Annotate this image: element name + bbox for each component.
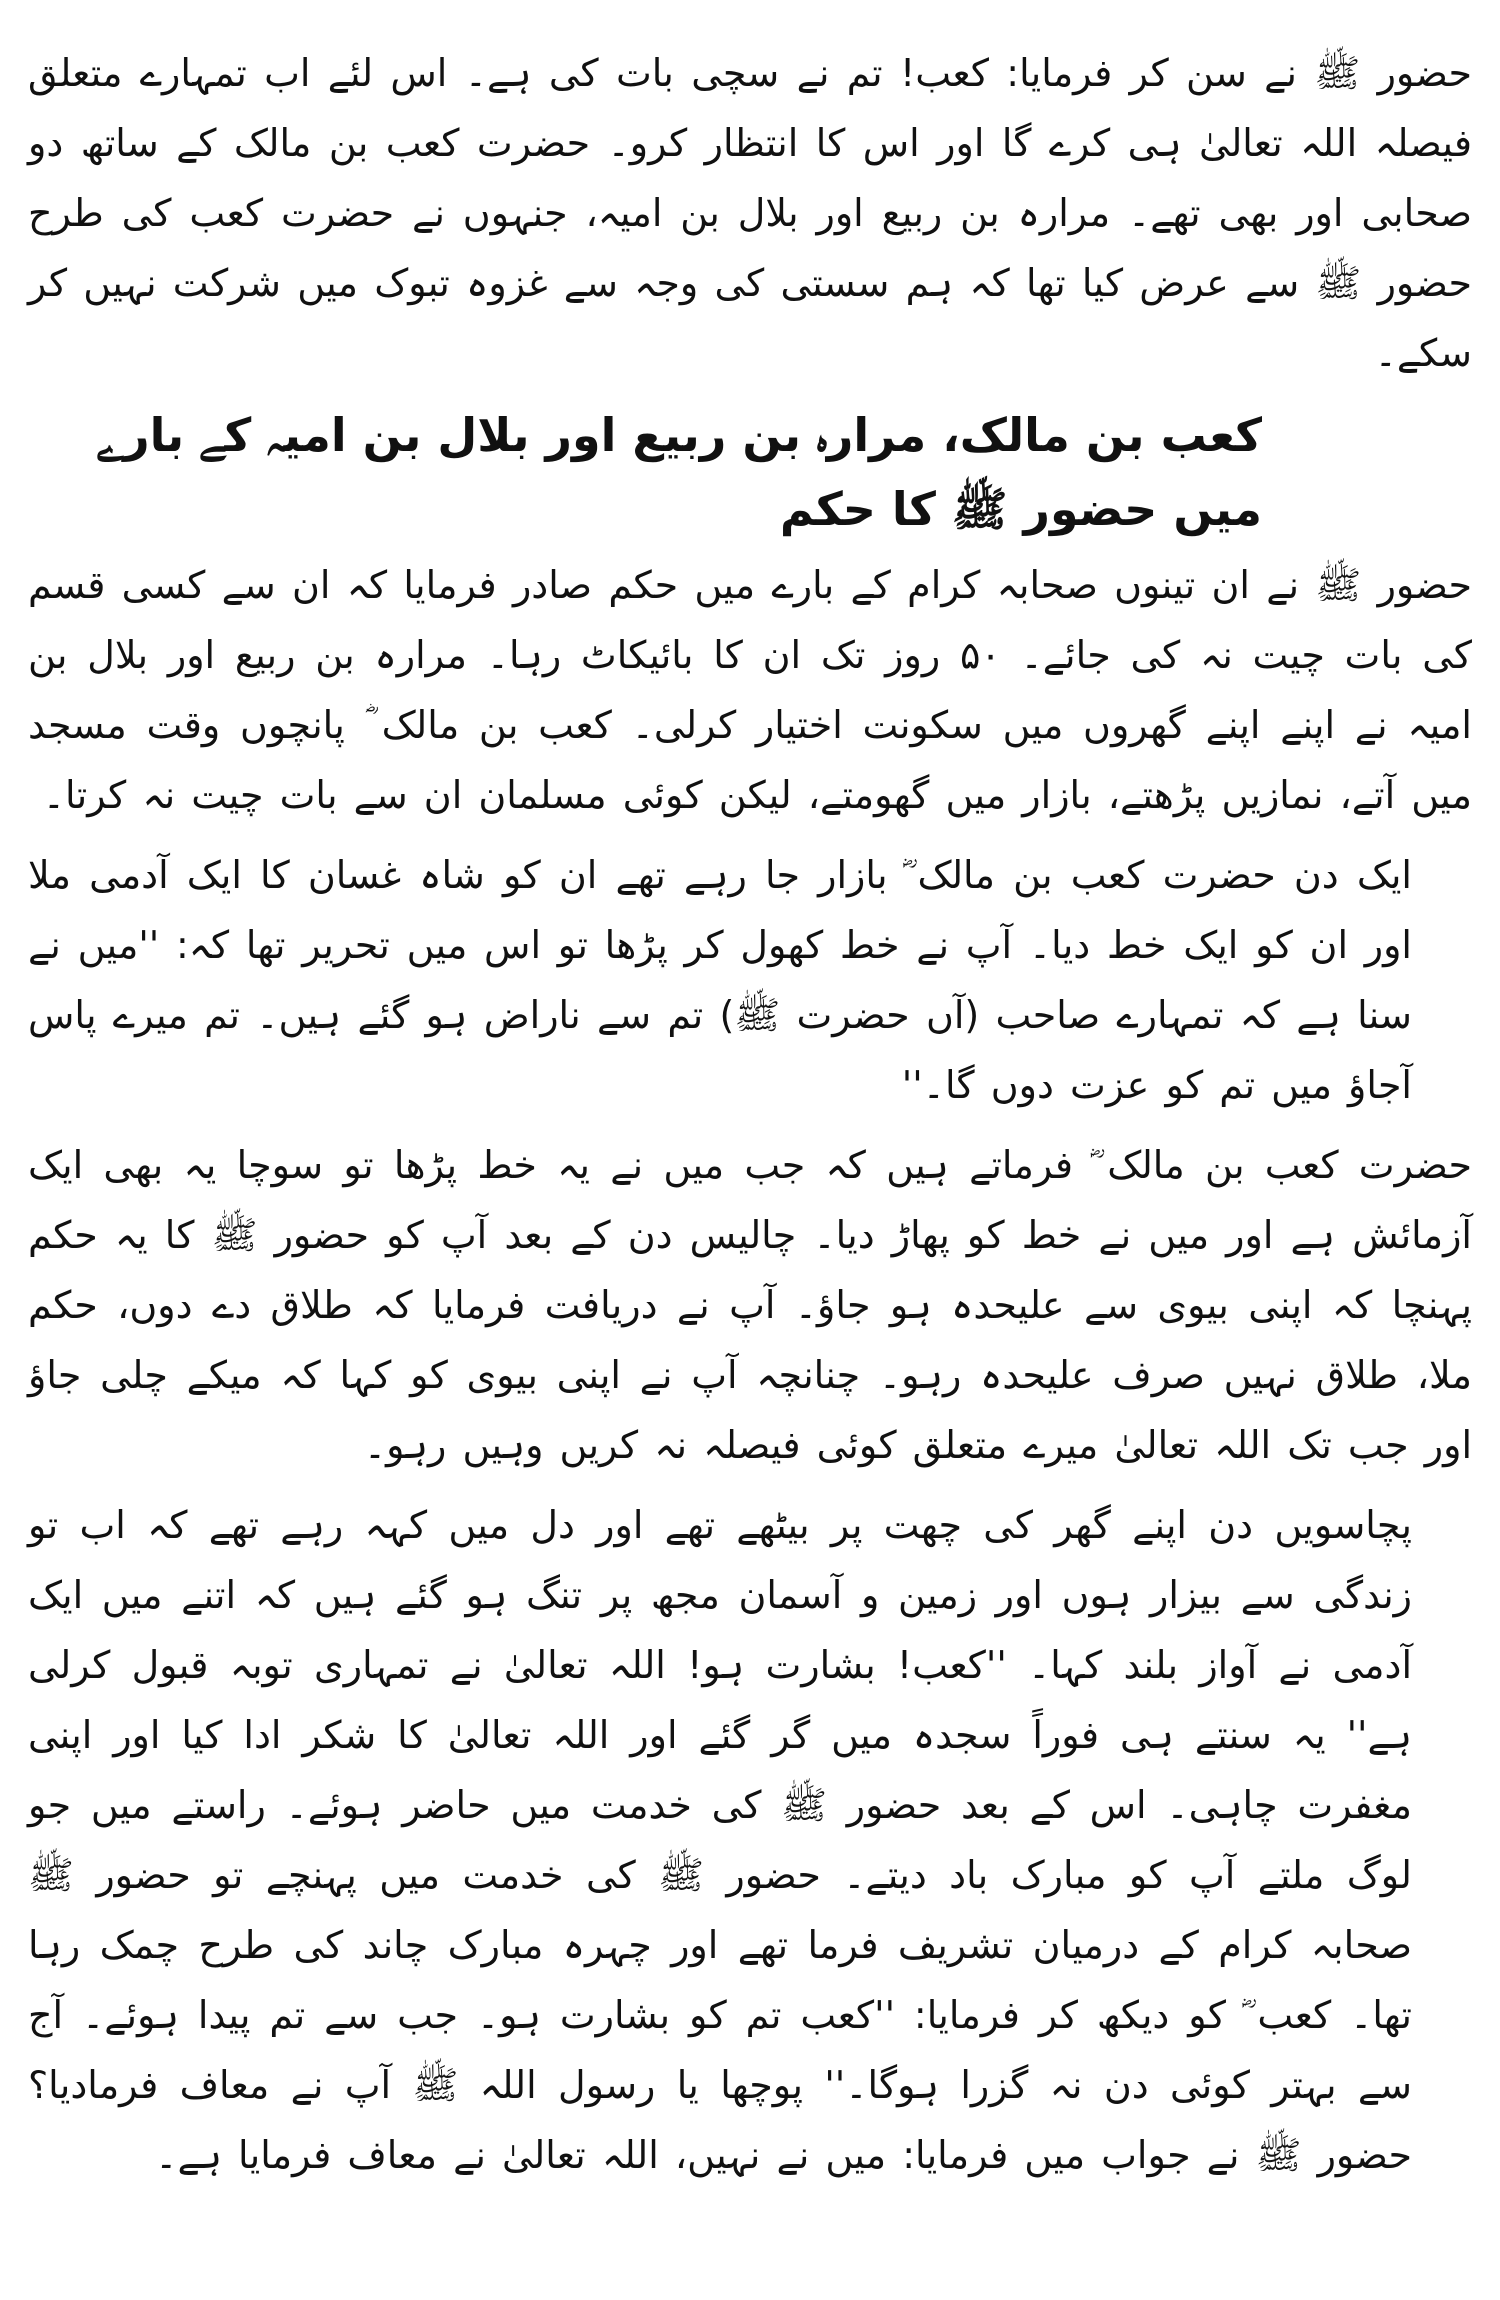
paragraph-ghassan-letter: ایک دن حضرت کعب بن مالک ؓ بازار جا رہے تھے ان کو شاہ غسان کا ایک آدمی ملا اور ان کو ایک خط دیا۔ آپ نے خط کھول کر پڑھا تو اس میں تحریر تھا کہ: ''میں نے سنا ہے کہ تمہارے صاحب (آں حضرت ﷺ) تم سے ناراض ہو گئے ہیں۔ تم میرے پاس آجاؤ میں تم کو عزت دوں گا۔'' <box>28 853 1412 1107</box>
section-heading: کعب بن مالک، مرارہ بن ربیع اور بلال بن امیہ کے بارے میں حضور ﷺ کا حکم <box>97 408 1262 536</box>
paragraph-boycott: حضور ﷺ نے ان تینوں صحابہ کرام کے بارے میں حکم صادر فرمایا کہ ان سے کسی قسم کی بات چیت نہ کی جائے۔ ۵۰ روز تک ان کا بائیکاٹ رہا۔ مرارہ بن ربیع اور بلال بن امیہ نے اپنے اپنے گھروں میں سکونت اختیار کرلی۔ کعب بن مالک ؓ پانچوں وقت مسجد میں آتے، نمازیں پڑھتے، بازار میں گھومتے، لیکن کوئی مسلمان ان سے بات چیت نہ کرتا۔ <box>28 563 1472 817</box>
paragraph-acceptance: پچاسویں دن اپنے گھر کی چھت پر بیٹھے تھے اور دل میں کہہ رہے تھے کہ اب تو زندگی سے بیزار ہوں اور زمین و آسمان مجھ پر تنگ ہو گئے ہیں کہ اتنے میں ایک آدمی نے آواز بلند کہا۔ ''کعب! بشارت ہو! اللہ تعالیٰ نے تمہاری توبہ قبول کرلی ہے'' یہ سنتے ہی فوراً سجدہ میں گر گئے اور اللہ تعالیٰ کا شکر ادا کیا اور اپنی مغفرت چاہی۔ اس کے بعد حضور ﷺ کی خدمت میں حاضر ہوئے۔ راستے میں جو لوگ ملتے آپ کو مبارک باد دیتے۔ حضور ﷺ کی خدمت میں پہنچے تو حضور ﷺ صحابہ کرام کے درمیان تشریف فرما تھے اور چہرہ مبارک چاند کی طرح چمک رہا تھا۔ کعب ؓ کو دیکھ کر فرمایا: ''کعب تم کو بشارت ہو۔ جب سے تم پیدا ہوئے۔ آج سے بہتر کوئی دن نہ گزرا ہوگا۔'' پوچھا یا رسول اللہ ﷺ آپ نے معاف فرمادیا؟ حضور ﷺ نے جواب میں فرمایا: میں نے نہیں، اللہ تعالیٰ نے معاف فرمایا ہے۔ <box>28 1503 1412 2177</box>
paragraph-intro: حضور ﷺ نے سن کر فرمایا: کعب! تم نے سچی بات کی ہے۔ اس لئے اب تمہارے متعلق فیصلہ اللہ تعالیٰ ہی کرے گا اور اس کا انتظار کرو۔ حضرت کعب بن مالک کے ساتھ دو صحابی اور بھی تھے۔ مرارہ بن ربیع اور بلال بن امیہ، جنہوں نے حضرت کعب کی طرح حضور ﷺ سے عرض کیا تھا کہ ہم سستی کی وجہ سے غزوہ تبوک میں شرکت نہیں کر سکے۔ <box>28 51 1472 375</box>
paragraph-separation: حضرت کعب بن مالک ؓ فرماتے ہیں کہ جب میں نے یہ خط پڑھا تو سوچا یہ بھی ایک آزمائش ہے اور میں نے خط کو پھاڑ دیا۔ چالیس دن کے بعد آپ کو حضور ﷺ کا یہ حکم پہنچا کہ اپنی بیوی سے علیحدہ ہو جاؤ۔ آپ نے دریافت فرمایا کہ طلاق دے دوں، حکم ملا، طلاق نہیں صرف علیحدہ رہو۔ چنانچہ آپ نے اپنی بیوی کو کہا کہ میکے چلی جاؤ اور جب تک اللہ تعالیٰ میرے متعلق کوئی فیصلہ نہ کریں وہیں رہو۔ <box>28 1143 1472 1467</box>
